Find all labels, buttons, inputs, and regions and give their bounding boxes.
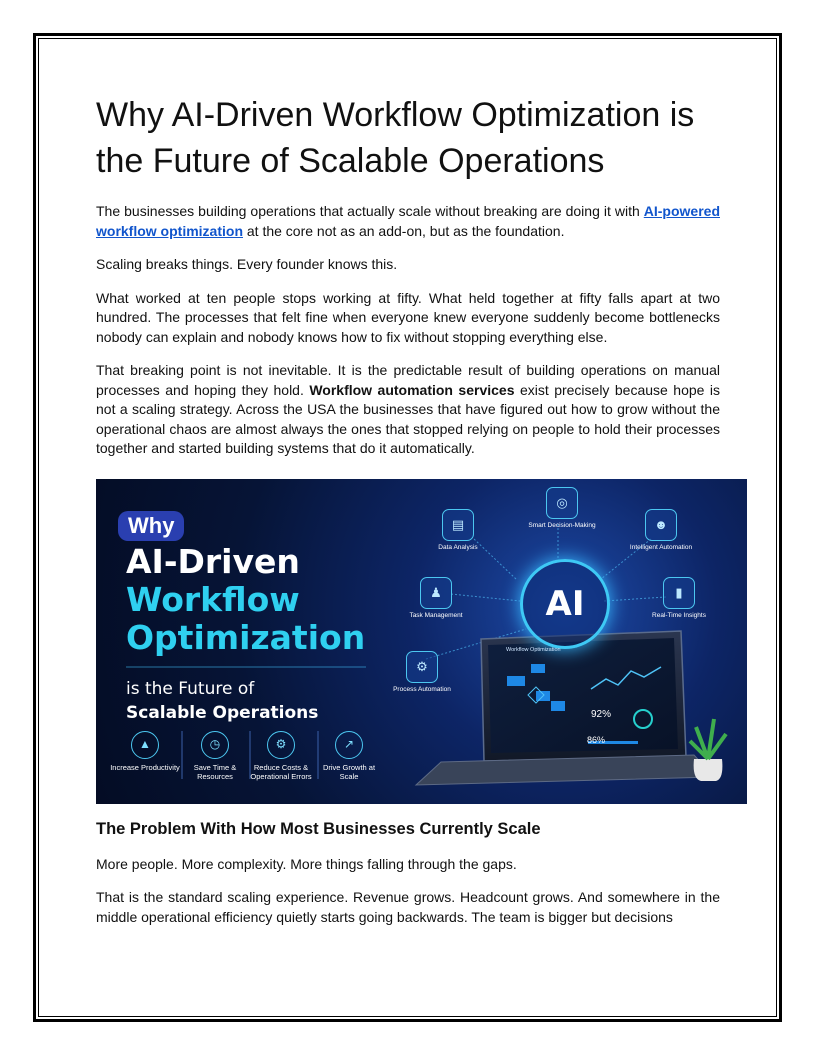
node-label: Process Automation xyxy=(393,685,451,693)
node-realtime-insights xyxy=(644,577,714,620)
bar-chart-icon: ▮ xyxy=(663,577,695,609)
clock-icon: ◷ xyxy=(201,731,229,759)
dashboard-stat-2: 86% xyxy=(587,734,606,745)
ai-hub-circle: AI xyxy=(520,559,610,649)
article-title: Why AI-Driven Workflow Optimization is the Future of Scalable Operations xyxy=(96,96,695,180)
node-intelligent-automation xyxy=(626,509,696,552)
p4-bold: Workflow automation services xyxy=(309,381,515,398)
dashboard-stat-1: 92% xyxy=(591,708,612,720)
banner-why-pill: Why xyxy=(118,511,184,541)
paragraph-5: More people. More complexity. More things falling through the gaps. xyxy=(96,855,517,872)
laptop-illustration xyxy=(416,631,714,785)
section-heading: The Problem With How Most Businesses Currently Scale xyxy=(96,819,541,838)
benefit-label: Reduce Costs & Operational Errors xyxy=(250,762,312,781)
banner-subtitle xyxy=(126,677,318,725)
banner-headline-3: Optimization xyxy=(126,617,366,657)
benefit-time xyxy=(180,731,250,781)
node-label: Task Management xyxy=(409,611,463,619)
robot-icon: ☻ xyxy=(645,509,677,541)
node-task-management xyxy=(401,577,471,620)
users-icon: ♟ xyxy=(420,577,452,609)
banner-subtitle-1: is the Future of xyxy=(126,678,255,699)
gear-icon: ⚙ xyxy=(406,651,438,683)
node-smart-decision xyxy=(527,487,597,530)
hero-banner-image xyxy=(96,479,747,804)
node-data-analysis xyxy=(423,509,493,552)
paragraph-4 xyxy=(96,361,720,459)
banner-subtitle-2: Scalable Operations xyxy=(126,702,319,723)
benefit-label: Drive Growth at Scale xyxy=(322,762,376,781)
benefit-costs xyxy=(246,731,316,781)
node-label: Real-Time Insights xyxy=(652,611,706,619)
target-icon: ◎ xyxy=(546,487,578,519)
p4-text: That breaking point is not inevitable. It is the predictable result of building operations on manual processes and hoping they hold. xyxy=(96,362,720,398)
gear-check-icon: ⚙ xyxy=(267,731,295,759)
node-label: Intelligent Automation xyxy=(629,543,693,551)
document-icon: ▤ xyxy=(442,509,474,541)
benefit-label: Increase Productivity xyxy=(110,762,180,772)
paragraph-6: That is the standard scaling experience. Revenue grows. Headcount grows. And somewhere in the middle operational efficiency quietly starts going backwards. The team is bigger but decisions xyxy=(96,889,720,925)
dashboard-title: Workflow Optimization xyxy=(506,646,561,653)
intro-text: The businesses building operations that actually scale without breaking are doing it with xyxy=(96,203,644,219)
banner-headline-2: Workflow xyxy=(126,579,300,619)
banner-headline-1: AI-Driven xyxy=(126,541,300,581)
node-label: Data Analysis xyxy=(438,543,478,551)
plant-illustration xyxy=(690,719,726,781)
p4-text-end: exist precisely because hope is not a scaling strategy. Across the USA the businesses that have figured out how to grow without the operational chaos are almost always the ones that stopped relying on people to hold their processes together and started building systems that do it automatically. xyxy=(96,381,720,456)
article xyxy=(96,92,720,941)
paragraph-2: Scaling breaks things. Every founder knows this. xyxy=(96,256,398,272)
benefit-productivity xyxy=(110,731,180,772)
node-process-automation xyxy=(387,651,457,694)
trend-up-icon: ↗ xyxy=(335,731,363,759)
benefit-label: Save Time & Resources xyxy=(193,762,237,781)
node-label: Smart Decision-Making xyxy=(528,521,596,529)
benefit-growth xyxy=(314,731,384,781)
ai-workflow-link[interactable]: AI-powered workflow optimization xyxy=(96,203,720,239)
paragraph-3: What worked at ten people stops working at fifty. What held together at fifty falls apart at two hundred. The processes that felt fine when everyone knew everyone suddenly become bottlenecks nobody can explain and nobody knows how to fix without stopping everything else. xyxy=(96,289,720,345)
intro-text-end: at the core not as an add-on, but as the foundation. xyxy=(243,222,565,239)
bar-chart-icon: ▲ xyxy=(131,731,159,759)
intro-paragraph xyxy=(96,202,720,241)
